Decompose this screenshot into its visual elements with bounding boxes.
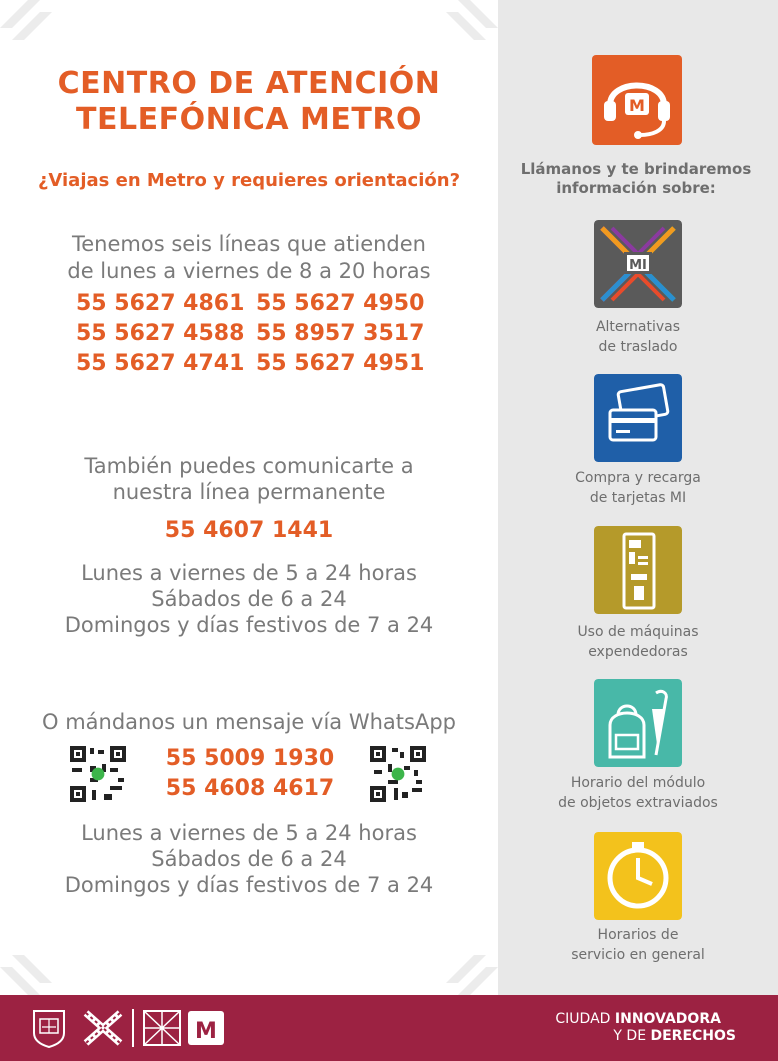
permanent-hours-sunday: Domingos y días festivos de 7 a 24 xyxy=(64,613,434,637)
phone-number[interactable]: 55 5627 4588 xyxy=(76,321,245,346)
sidebar-item-label: Horarios de xyxy=(597,927,679,943)
corner-chevron-bottom-left-icon xyxy=(0,915,80,995)
svg-text:M: M xyxy=(195,1019,217,1044)
footer-slogan-line1 xyxy=(555,1011,736,1028)
metro-logo-icon xyxy=(186,1007,226,1049)
whatsapp-phone-number[interactable]: 55 4608 4617 xyxy=(165,776,335,801)
permanent-phone-number[interactable]: 55 4607 1441 xyxy=(164,518,334,543)
cdmx-shield-logo-icon xyxy=(30,1007,68,1049)
whatsapp-heading: O mándanos un mensaje vía WhatsApp xyxy=(42,710,456,734)
sidebar-heading-line1: Llámanos y te brindaremos xyxy=(520,160,752,178)
sidebar-item-label: Compra y recarga xyxy=(575,470,701,486)
phone-number[interactable]: 55 5627 4950 xyxy=(256,291,425,316)
footer-slogan-line2 xyxy=(555,1028,736,1045)
footer-slogan-bold: INNOVADORA xyxy=(614,1011,721,1027)
footer-slogan xyxy=(555,1011,736,1045)
cdmx-government-logo-icon xyxy=(80,1007,126,1049)
lines-intro-line2: de lunes a viernes de 8 a 20 horas xyxy=(67,259,431,283)
svg-text:M: M xyxy=(629,96,645,115)
sidebar-heading-line2: información sobre: xyxy=(556,179,716,197)
corner-chevron-bottom-right-icon xyxy=(418,915,498,995)
sidebar-item-vending xyxy=(538,622,738,662)
footer-slogan-bold: DERECHOS xyxy=(650,1028,736,1044)
phone-number[interactable]: 55 5627 4861 xyxy=(76,291,245,316)
phone-number[interactable]: 55 5627 4951 xyxy=(256,351,425,376)
phone-number[interactable]: 55 5627 4741 xyxy=(76,351,245,376)
sidebar-item-label: de tarjetas MI xyxy=(589,490,687,506)
sidebar-item-alternatives xyxy=(538,317,738,357)
route-alternatives-icon xyxy=(594,220,682,308)
whatsapp-hours-weekdays: Lunes a viernes de 5 a 24 horas xyxy=(81,821,417,845)
whatsapp-hours-sunday: Domingos y días festivos de 7 a 24 xyxy=(64,873,434,897)
sidebar-item-service-hours xyxy=(538,925,738,965)
permanent-intro-line2: nuestra línea permanente xyxy=(112,480,386,504)
whatsapp-phone-list xyxy=(150,744,350,804)
sidebar-item-label: expendedoras xyxy=(588,644,688,660)
sidebar-item-label: de objetos extraviados xyxy=(558,795,718,811)
whatsapp-qr-code-icon[interactable] xyxy=(70,746,126,802)
sidebar-item-cards xyxy=(538,468,738,508)
footer-bar xyxy=(0,995,778,1061)
whatsapp-phone-number[interactable]: 55 5009 1930 xyxy=(165,746,335,771)
svg-text:MI: MI xyxy=(629,258,647,273)
sidebar-item-label: Horario del módulo xyxy=(570,775,706,791)
clock-icon xyxy=(594,832,682,920)
lines-intro-line1: Tenemos seis líneas que atienden xyxy=(72,232,426,256)
sidebar-item-label: servicio en general xyxy=(571,947,705,963)
footer-slogan-text: CIUDAD xyxy=(555,1011,615,1027)
footer-slogan-text: Y DE xyxy=(613,1028,651,1044)
permanent-hours-saturday: Sábados de 6 a 24 xyxy=(151,587,347,611)
footer-divider xyxy=(132,1009,134,1047)
phone-number[interactable]: 55 8957 3517 xyxy=(256,321,425,346)
vending-machine-icon xyxy=(594,526,682,614)
permanent-intro-line1: También puedes comunicarte a xyxy=(84,454,414,478)
page-title-line1: CENTRO DE ATENCIÓN xyxy=(57,66,441,101)
page-title-line2: TELEFÓNICA METRO xyxy=(76,102,422,137)
whatsapp-hours-saturday: Sábados de 6 a 24 xyxy=(151,847,347,871)
sidebar-item-lost-objects xyxy=(538,773,738,813)
sidebar-heading xyxy=(512,160,760,198)
whatsapp-qr-code-icon[interactable] xyxy=(370,746,426,802)
permanent-hours-weekdays: Lunes a viernes de 5 a 24 horas xyxy=(81,561,417,585)
cards-icon xyxy=(594,374,682,462)
headset-metro-icon xyxy=(592,55,682,145)
metro-pattern-logo-icon xyxy=(142,1007,182,1049)
phone-grid xyxy=(76,290,436,378)
sidebar-item-label: Uso de máquinas xyxy=(577,624,699,640)
sidebar-item-label: Alternativas xyxy=(595,319,681,335)
question-heading: ¿Viajas en Metro y requieres orientación? xyxy=(37,170,461,191)
sidebar-item-label: de traslado xyxy=(598,339,678,355)
lost-objects-icon xyxy=(594,679,682,767)
